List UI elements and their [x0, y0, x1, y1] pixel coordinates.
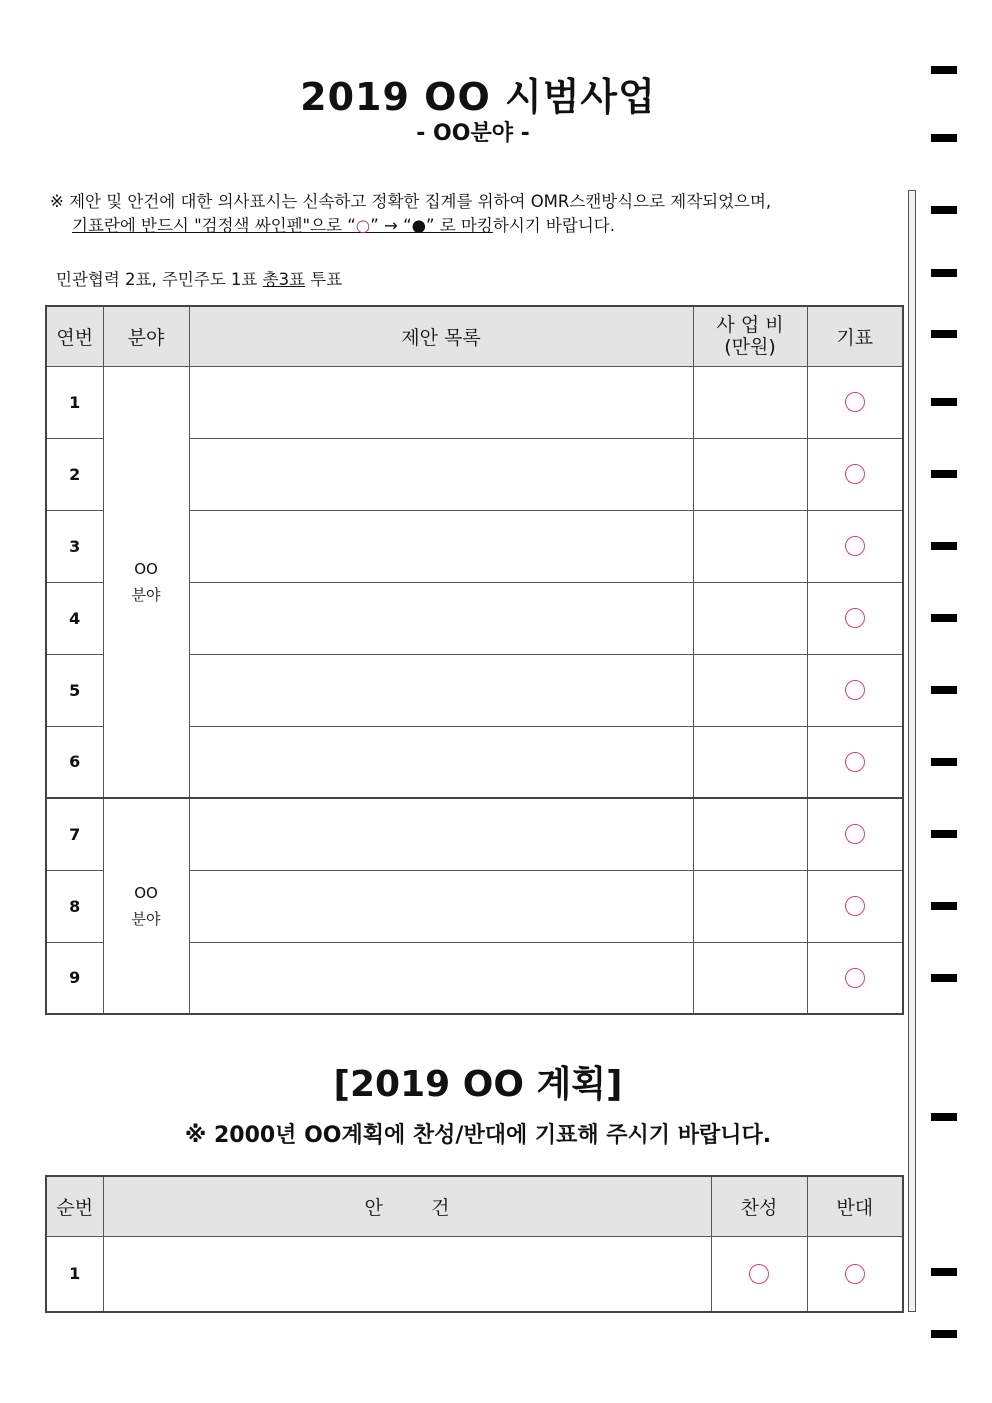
- header-vote: 기표: [807, 306, 903, 366]
- timing-mark: [931, 1268, 957, 1276]
- disagree-cell[interactable]: [807, 1236, 903, 1312]
- vote-cell[interactable]: [807, 438, 903, 510]
- vote-cell[interactable]: [807, 870, 903, 942]
- timing-mark: [931, 542, 957, 550]
- cost-cell[interactable]: [693, 798, 807, 870]
- proposal-cell[interactable]: [189, 870, 693, 942]
- cost-cell[interactable]: [693, 510, 807, 582]
- table-row: [46, 798, 903, 870]
- proposal-cell[interactable]: [189, 366, 693, 438]
- proposal-cell[interactable]: [189, 798, 693, 870]
- timing-mark: [931, 66, 957, 74]
- vote-circle-icon[interactable]: [845, 464, 865, 484]
- quota-suffix: 투표: [305, 270, 343, 289]
- proposal-cell[interactable]: [189, 942, 693, 1014]
- cost-cell[interactable]: [693, 582, 807, 654]
- header-proposal: 제안 목록: [189, 306, 693, 366]
- plan-notice: ※ 2000년 OO계획에 찬성/반대에 기표해 주시기 바랍니다.: [184, 1123, 772, 1148]
- field-cell: [103, 366, 189, 798]
- header-agree: 찬성: [711, 1176, 807, 1236]
- field-cell: [103, 798, 189, 1014]
- notice-text-1: 제안 및 안건에 대한 의사표시는 신속하고 정확한 집계를 위하여 OMR스캔방식으로 제작되었으며,: [69, 192, 772, 211]
- timing-mark: [931, 470, 957, 478]
- cost-cell[interactable]: [693, 654, 807, 726]
- header-cost-line2: (만원): [724, 336, 776, 359]
- cost-cell[interactable]: [693, 870, 807, 942]
- notice-mark: ※: [50, 192, 64, 211]
- field-label-line2: 분야: [131, 585, 161, 604]
- disagree-circle-icon[interactable]: [845, 1264, 865, 1284]
- notice-text-2c: 하시기 바랍니다.: [492, 216, 615, 235]
- vote-circle-icon[interactable]: [845, 608, 865, 628]
- timing-mark: [931, 614, 957, 622]
- proposal-header-row: [46, 306, 903, 366]
- row-number: 9: [46, 942, 103, 1014]
- page-title: 2019 OO 시범사업: [300, 75, 656, 119]
- quota-prefix: 민관협력 2표, 주민주도 1표: [56, 270, 263, 289]
- row-number: 5: [46, 654, 103, 726]
- cost-cell[interactable]: [693, 726, 807, 798]
- notice-line-1: [50, 190, 900, 214]
- header-field: 분야: [103, 306, 189, 366]
- page-subtitle: - OO분야 -: [416, 121, 530, 146]
- field-label-line2: 분야: [131, 910, 161, 928]
- notice-text-2b: ” → “●” 로 마킹: [370, 216, 493, 235]
- agenda-table: [45, 1175, 904, 1313]
- vote-circle-icon[interactable]: [845, 680, 865, 700]
- timing-mark: [931, 269, 957, 277]
- timing-mark: [931, 902, 957, 910]
- proposal-cell[interactable]: [189, 582, 693, 654]
- header-cost: [693, 306, 807, 366]
- table-row: [46, 366, 903, 438]
- vote-cell[interactable]: [807, 366, 903, 438]
- row-number: 3: [46, 510, 103, 582]
- timing-mark: [931, 758, 957, 766]
- vote-circle-icon[interactable]: [845, 752, 865, 772]
- notice-text-2a: 기표란에 반드시 "검정색 싸인펜"으로 “: [72, 216, 356, 235]
- cost-cell[interactable]: [693, 366, 807, 438]
- proposal-table: [45, 305, 904, 1015]
- row-number: 1: [46, 366, 103, 438]
- timing-mark: [931, 974, 957, 982]
- cost-cell[interactable]: [693, 438, 807, 510]
- proposal-cell[interactable]: [189, 438, 693, 510]
- instruction-notice: [50, 190, 900, 238]
- proposal-cell[interactable]: [189, 654, 693, 726]
- timing-mark: [931, 686, 957, 694]
- plan-title: [2019 OO 계획]: [333, 1064, 623, 1105]
- agree-circle-icon[interactable]: [749, 1264, 769, 1284]
- vote-circle-icon[interactable]: [845, 392, 865, 412]
- empty-circle-glyph: ○: [355, 216, 371, 235]
- header-disagree: 반대: [807, 1176, 903, 1236]
- timing-mark: [931, 398, 957, 406]
- header-no: 연번: [46, 306, 103, 366]
- vote-cell[interactable]: [807, 726, 903, 798]
- vote-cell[interactable]: [807, 654, 903, 726]
- notice-line-2: [50, 214, 900, 238]
- vote-circle-icon[interactable]: [845, 968, 865, 988]
- side-guide-bar: [908, 190, 916, 1312]
- cost-cell[interactable]: [693, 942, 807, 1014]
- row-number: 8: [46, 870, 103, 942]
- timing-mark: [931, 1330, 957, 1338]
- timing-mark: [931, 830, 957, 838]
- vote-cell[interactable]: [807, 582, 903, 654]
- table-row: [46, 1236, 903, 1312]
- vote-cell[interactable]: [807, 798, 903, 870]
- vote-circle-icon[interactable]: [845, 896, 865, 916]
- vote-quota: [56, 266, 342, 290]
- vote-cell[interactable]: [807, 510, 903, 582]
- quota-total: 총3표: [262, 270, 306, 289]
- header-seq: 순번: [46, 1176, 103, 1236]
- row-number: 1: [46, 1236, 103, 1312]
- row-number: 4: [46, 582, 103, 654]
- field-label-line1: OO: [134, 884, 158, 902]
- proposal-cell[interactable]: [189, 726, 693, 798]
- agree-cell[interactable]: [711, 1236, 807, 1312]
- row-number: 7: [46, 798, 103, 870]
- agenda-cell[interactable]: [103, 1236, 711, 1312]
- timing-mark: [931, 330, 957, 338]
- vote-circle-icon[interactable]: [845, 824, 865, 844]
- header-cost-line1: 사 업 비: [716, 314, 784, 337]
- vote-cell[interactable]: [807, 942, 903, 1014]
- proposal-cell[interactable]: [189, 510, 693, 582]
- header-agenda: 안 건: [103, 1176, 711, 1236]
- field-label-line1: OO: [134, 559, 158, 578]
- agenda-header-row: [46, 1176, 903, 1236]
- vote-circle-icon[interactable]: [845, 536, 865, 556]
- timing-mark: [931, 206, 957, 214]
- timing-mark: [931, 1113, 957, 1121]
- row-number: 6: [46, 726, 103, 798]
- row-number: 2: [46, 438, 103, 510]
- timing-mark: [931, 134, 957, 142]
